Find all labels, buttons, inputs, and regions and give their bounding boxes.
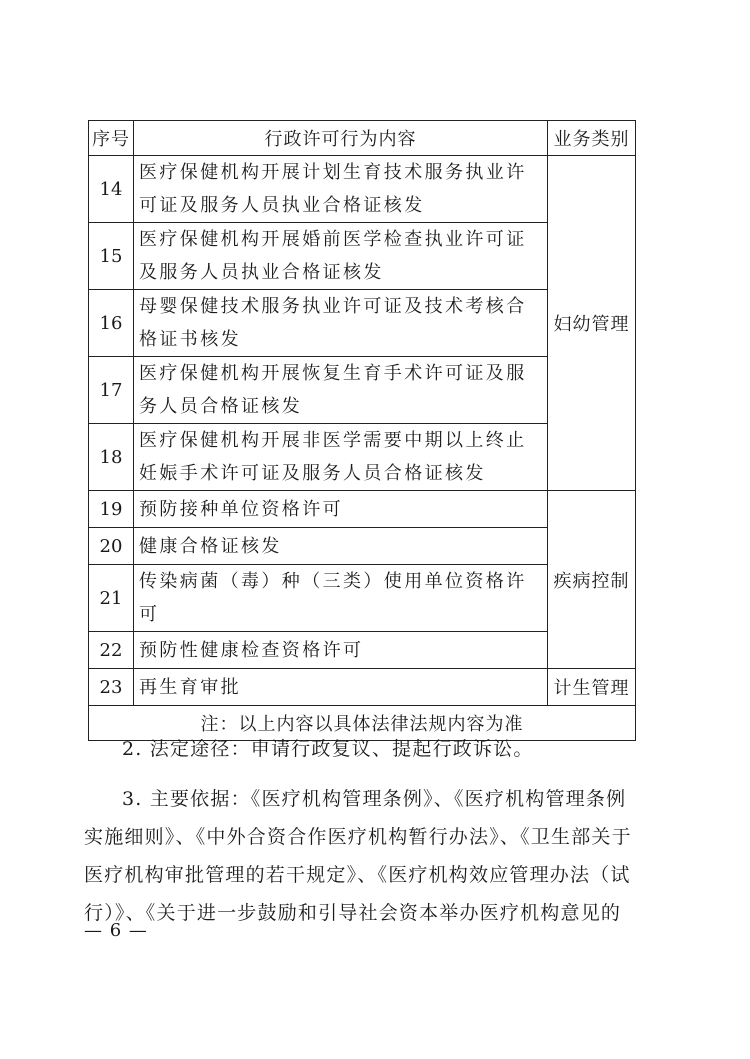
row-number: 14 (89, 156, 134, 223)
row-number: 23 (89, 669, 134, 706)
row-number: 19 (89, 491, 134, 528)
header-no: 序号 (89, 121, 134, 156)
row-number: 20 (89, 528, 134, 565)
paragraph-legal-route: 2. 法定途径：申请行政复议、提起行政诉讼。 (122, 738, 534, 760)
row-number: 16 (89, 290, 134, 357)
row-content: 预防性健康检查资格许可 (134, 632, 548, 669)
table-note: 注：以上内容以具体法律法规内容为准 (89, 706, 636, 741)
row-content: 医疗保健机构开展计划生育技术服务执业许可证及服务人员执业合格证核发 (134, 156, 548, 223)
row-number: 17 (89, 357, 134, 424)
table-row (89, 156, 636, 223)
category-cell-maternal: 妇幼管理 (548, 156, 636, 491)
table-row (89, 669, 636, 706)
paragraph-main-basis: 3. 主要依据：《医疗机构管理条例》、《医疗机构管理条例实施细则》、《中外合资合作医疗机构暂行办法》、《卫生部关于医疗机构审批管理的若干规定》、《医疗机构效应管理办法（试行）》、《关于进一步鼓励和引导社会资本举办医疗机构意见的 (84, 788, 632, 924)
row-content: 医疗保健机构开展婚前医学检查执业许可证及服务人员执业合格证核发 (134, 223, 548, 290)
category-cell-disease: 疾病控制 (548, 491, 636, 669)
row-number: 21 (89, 565, 134, 632)
row-content: 母婴保健技术服务执业许可证及技术考核合格证书核发 (134, 290, 548, 357)
row-number: 15 (89, 223, 134, 290)
row-content: 医疗保健机构开展非医学需要中期以上终止妊娠手术许可证及服务人员合格证核发 (134, 424, 548, 491)
row-content: 医疗保健机构开展恢复生育手术许可证及服务人员合格证核发 (134, 357, 548, 424)
header-category: 业务类别 (548, 121, 636, 156)
permit-table (88, 120, 636, 741)
row-content: 传染病菌（毒）种（三类）使用单位资格许可 (134, 565, 548, 632)
table-header-row (89, 121, 636, 156)
row-content: 预防接种单位资格许可 (134, 491, 548, 528)
page-number: — 6 — (84, 920, 148, 941)
row-content: 再生育审批 (134, 669, 548, 706)
row-number: 22 (89, 632, 134, 669)
header-content: 行政许可行为内容 (134, 121, 548, 156)
table-row (89, 491, 636, 528)
category-cell-family-planning: 计生管理 (548, 669, 636, 706)
row-content: 健康合格证核发 (134, 528, 548, 565)
row-number: 18 (89, 424, 134, 491)
